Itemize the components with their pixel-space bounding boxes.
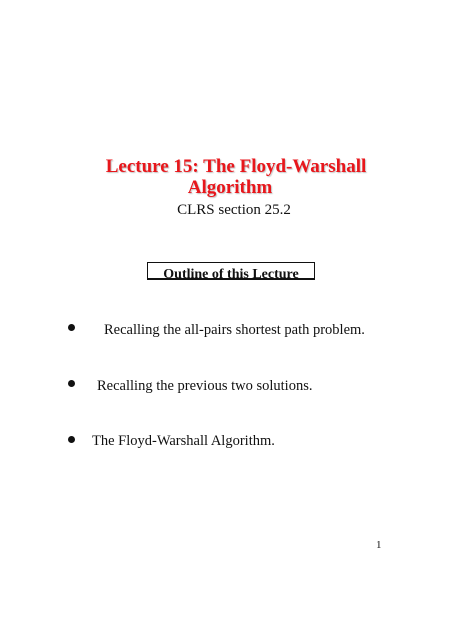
slide-title-line-1: Lecture 15: The Floyd-Warshall	[105, 156, 367, 177]
page-number: 1	[376, 539, 382, 551]
slide-title-line-2: Algorithm	[187, 177, 273, 198]
bullet-text: The Floyd-Warshall Algorithm.	[92, 433, 275, 449]
bullet-icon	[68, 380, 75, 387]
outline-heading: Outline of this Lecture	[163, 267, 299, 282]
bullet-text: Recalling the all-pairs shortest path problem.	[104, 322, 365, 338]
bullet-text: Recalling the previous two solutions.	[97, 378, 313, 394]
bullet-icon	[68, 324, 75, 331]
slide-subtitle: CLRS section 25.2	[177, 202, 291, 218]
bullet-icon	[68, 436, 75, 443]
